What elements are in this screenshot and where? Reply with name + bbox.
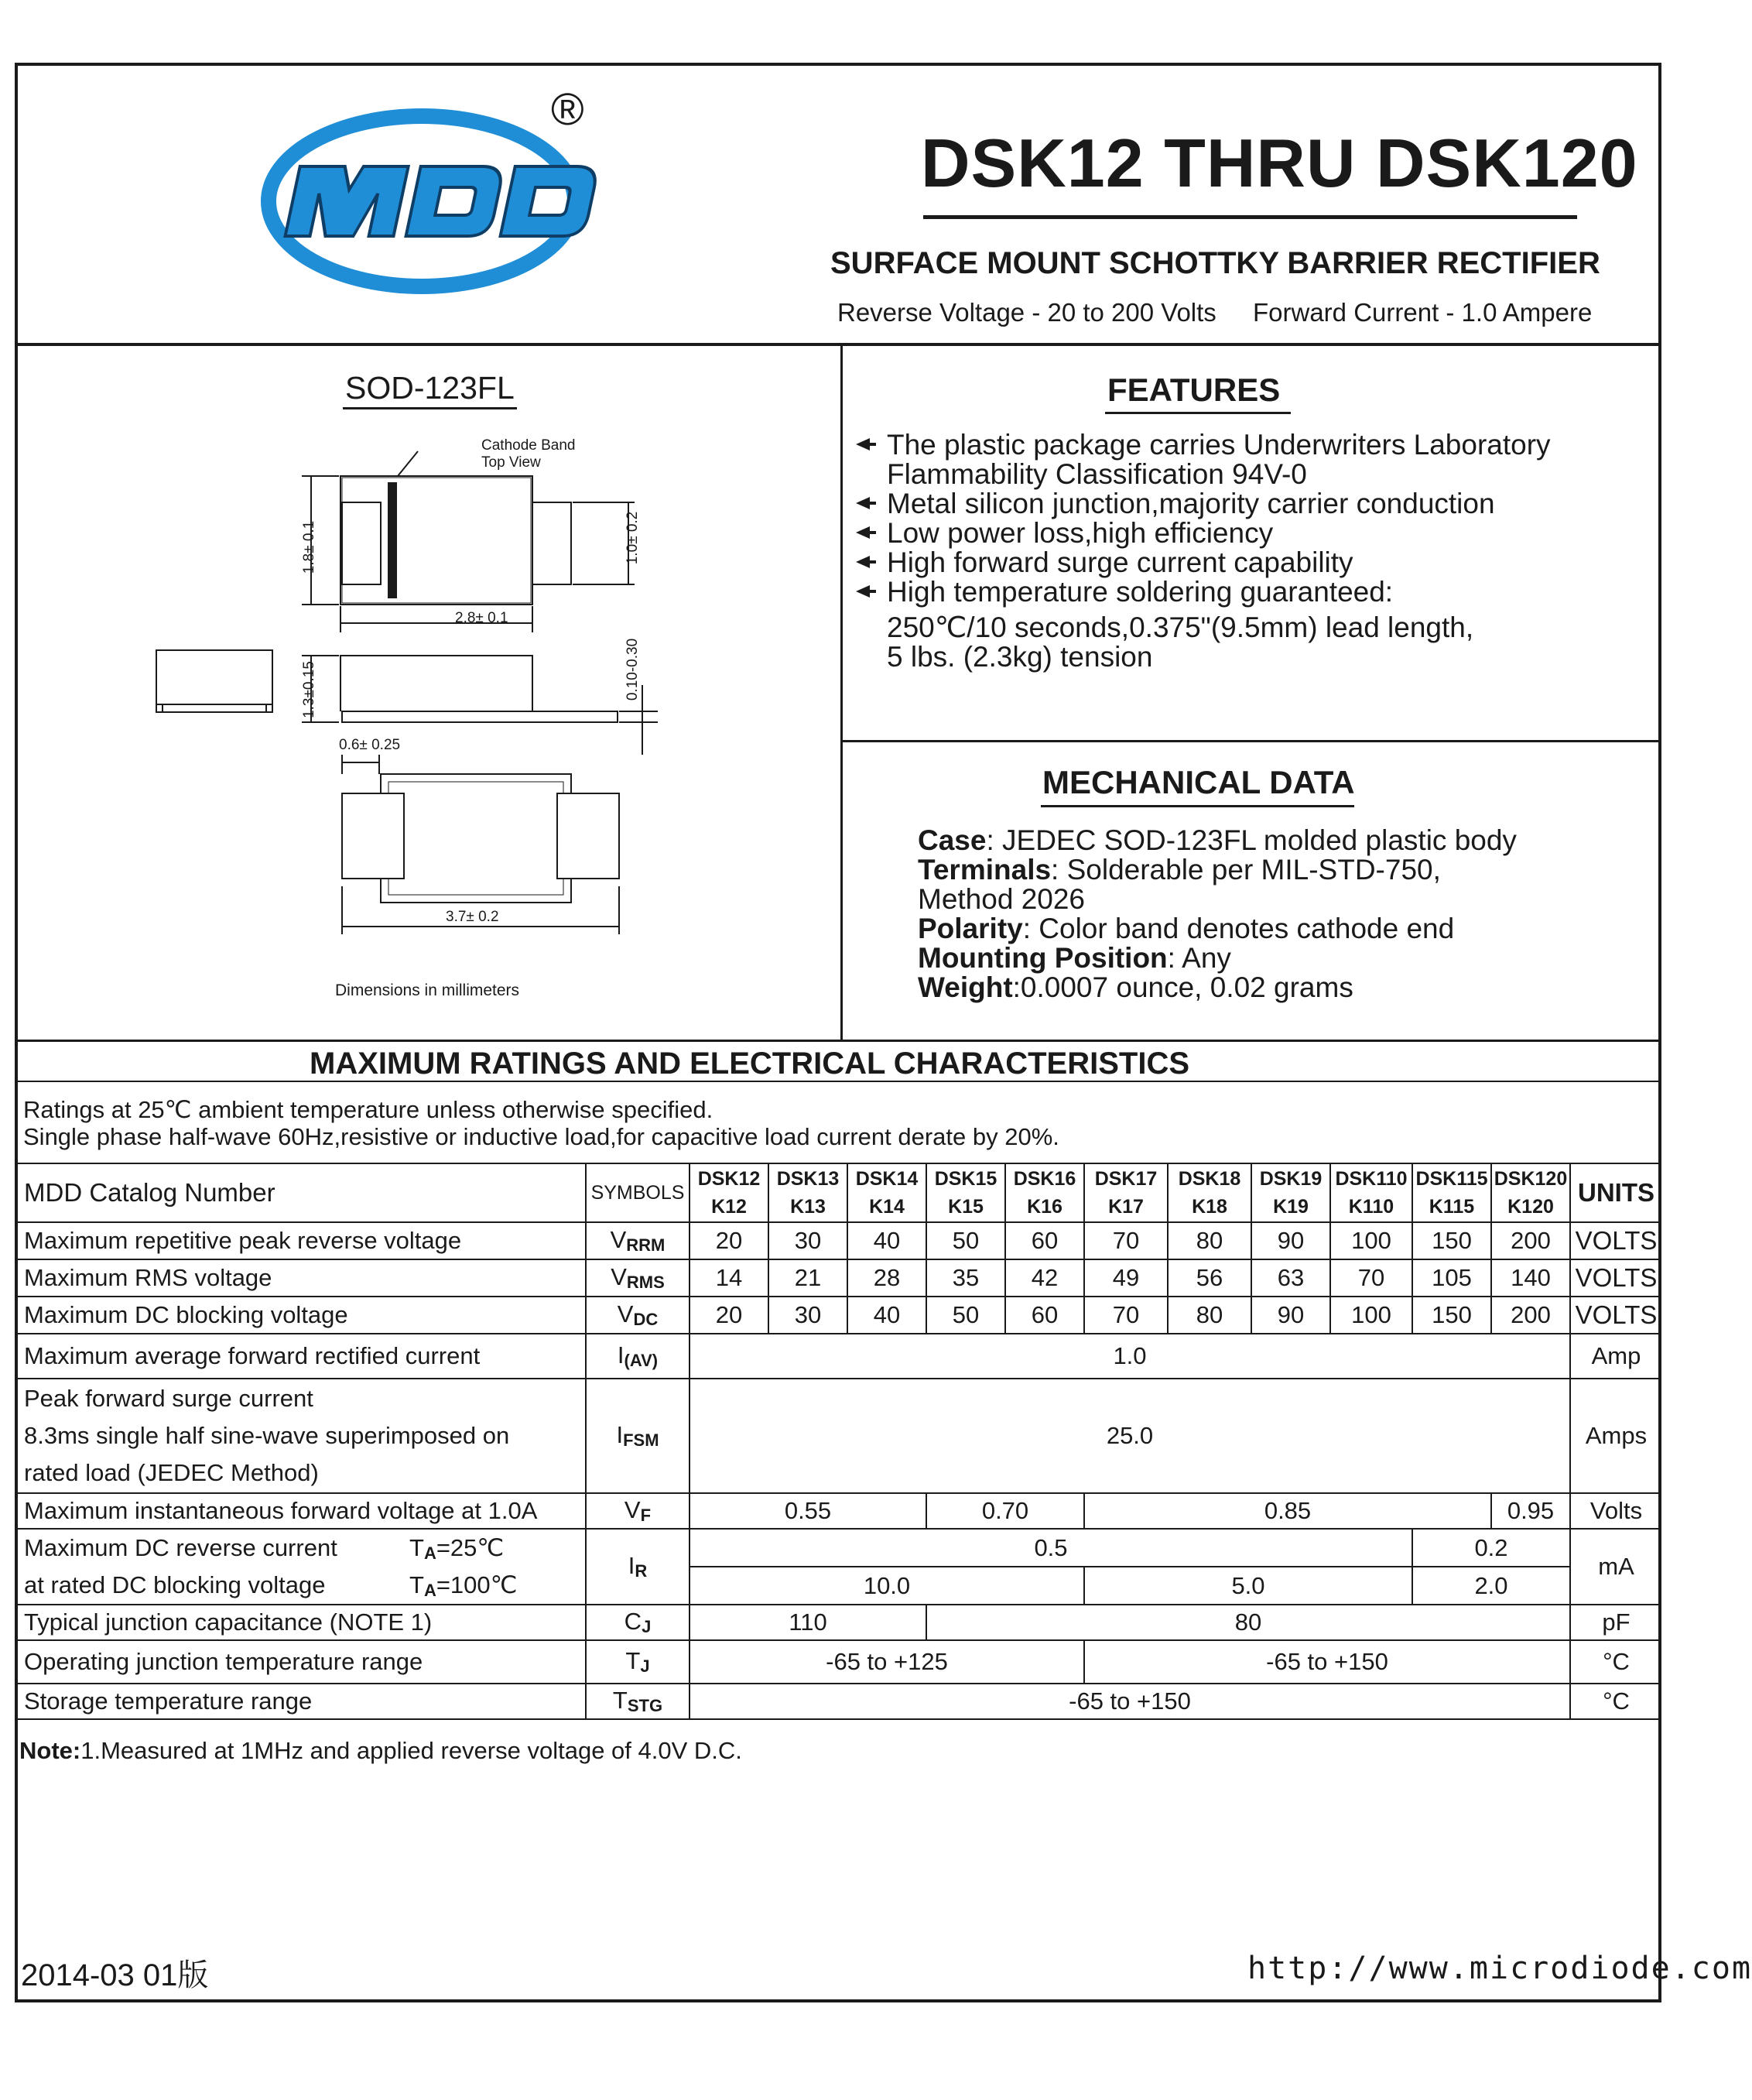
cell: 80 (1168, 1222, 1251, 1259)
cell: 2.0 (1412, 1567, 1570, 1605)
part-header: DSK13 K13 (768, 1163, 847, 1222)
title-underline (923, 215, 1577, 219)
cell: 70 (1084, 1297, 1168, 1334)
cell: 80 (1168, 1297, 1251, 1334)
part-header: DSK115 K115 (1412, 1163, 1491, 1222)
table-row (15, 1529, 1661, 1567)
table-row (15, 1640, 1661, 1684)
bottom-view-pad-left (342, 793, 404, 879)
cell: 0.55 (690, 1493, 926, 1529)
cell: 80 (926, 1605, 1570, 1640)
dim-width: 1.8± 0.1 (301, 520, 317, 574)
ratings-title: MAXIMUM RATINGS AND ELECTRICAL CHARACTERISTICS (310, 1047, 1190, 1081)
arrow-left-icon (856, 438, 870, 450)
features-divider (840, 740, 1661, 742)
dimensions-note: Dimensions in millimeters (335, 981, 520, 999)
website-url[interactable]: http://www.microdiode.com (1247, 1951, 1752, 1986)
cell: 25.0 (690, 1379, 1570, 1493)
row-symbol: $V_{RMS}$ (586, 1259, 690, 1297)
table-row (15, 1493, 1661, 1529)
registered-mark: ® (551, 84, 584, 135)
cell: 140 (1491, 1259, 1570, 1297)
mechanical-title: MECHANICAL DATA (1042, 764, 1355, 800)
table-header-row (15, 1163, 1661, 1222)
forward-current: Forward Current - 1.0 Ampere (1253, 298, 1593, 327)
features-title: FEATURES (1107, 372, 1281, 408)
row-unit: Amp (1570, 1334, 1661, 1379)
page-subtitle: SURFACE MOUNT SCHOTTKY BARRIER RECTIFIER (830, 246, 1600, 280)
cell: 0.95 (1491, 1493, 1570, 1529)
features-title-underline (1105, 412, 1291, 414)
terminals-label: Terminals (918, 854, 1052, 886)
arrow-left-icon (856, 497, 870, 509)
cell: 0.2 (1412, 1529, 1570, 1567)
case-label: Case (918, 824, 987, 856)
weight-value: :0.0007 ounce, 0.02 grams (1012, 971, 1353, 1003)
table-row (15, 1605, 1661, 1640)
terminals-value: : Solderable per MIL-STD-750, (1051, 854, 1441, 886)
feature-item: Low power loss,high efficiency (887, 519, 1551, 548)
row-unit: pF (1570, 1605, 1661, 1640)
mechanical-data (918, 826, 1517, 1002)
column-divider (840, 344, 843, 1041)
part-header: DSK19 K19 (1251, 1163, 1330, 1222)
feature-item: The plastic package carries Underwriters Laboratory (887, 430, 1551, 460)
part-header: DSK18 K18 (1168, 1163, 1251, 1222)
cell: 30 (768, 1222, 847, 1259)
row-desc: Peak forward surge current 8.3ms single half sine-wave superimposed on rated load (JEDEC Method) (15, 1379, 586, 1493)
table-row (15, 1379, 1661, 1493)
row-symbol: $I_{FSM}$ (586, 1379, 690, 1493)
package-drawing (147, 430, 658, 1018)
cell: 90 (1251, 1222, 1330, 1259)
cell: 60 (1005, 1222, 1084, 1259)
cell: 63 (1251, 1259, 1330, 1297)
cell: 28 (847, 1259, 926, 1297)
top-view-label: Top View (481, 454, 541, 471)
cell: 70 (1330, 1259, 1412, 1297)
row-unit: Volts (1570, 1493, 1661, 1529)
top-view-lead-right (532, 502, 571, 584)
revision-date: 2014-03 01版 (21, 1958, 209, 1992)
cell: 49 (1084, 1259, 1168, 1297)
cell: 60 (1005, 1297, 1084, 1334)
mechanical-title-underline (1041, 805, 1354, 807)
cell: 100 (1330, 1297, 1412, 1334)
row-desc: Maximum DC blocking voltage (15, 1297, 586, 1334)
arrow-left-icon (856, 585, 870, 598)
weight-label: Weight (918, 971, 1013, 1003)
bottom-view-pad-right (557, 793, 619, 879)
cell: 40 (847, 1222, 926, 1259)
table-row (15, 1684, 1661, 1719)
mounting-value: : Any (1167, 942, 1231, 974)
cell: 100 (1330, 1222, 1412, 1259)
row-desc: Operating junction temperature range (15, 1640, 586, 1684)
cell: 14 (690, 1259, 768, 1297)
row-desc: Maximum repetitive peak reverse voltage (15, 1222, 586, 1259)
package-title-underline (343, 407, 517, 409)
cell: 50 (926, 1222, 1005, 1259)
row-symbol: $T_J$ (586, 1640, 690, 1684)
row-symbol: $V_{DC}$ (586, 1297, 690, 1334)
feature-item: Metal silicon junction,majority carrier conduction (887, 489, 1551, 519)
part-header: DSK17 K17 (1084, 1163, 1168, 1222)
cell: 105 (1412, 1259, 1491, 1297)
cell: -65 to +150 (1084, 1640, 1570, 1684)
cell: 70 (1084, 1222, 1168, 1259)
row-unit: °C (1570, 1684, 1661, 1719)
feature-item: High temperature soldering guaranteed: (887, 577, 1551, 607)
row-desc: Maximum RMS voltage (15, 1259, 586, 1297)
feature-item: High forward surge current capability (887, 548, 1551, 577)
dim-lead: 1.0± 0.2 (624, 511, 641, 565)
cell: 200 (1491, 1297, 1570, 1334)
row-unit: mA (1570, 1529, 1661, 1605)
cell: 35 (926, 1259, 1005, 1297)
row-symbol: $I_{(AV)}$ (586, 1334, 690, 1379)
cell: -65 to +150 (690, 1684, 1570, 1719)
characteristics-table (15, 1163, 1661, 1720)
dim-height: 1.3±0.15 (301, 661, 317, 718)
ratings-line2: Single phase half-wave 60Hz,resistive or inductive load,for capacitive load current derate by 20%. (23, 1123, 1059, 1150)
row-desc: Maximum DC reverse current $T_A=25℃$ at rated DC blocking voltage $T_A=100℃$ (15, 1529, 586, 1605)
part-header: DSK110 K110 (1330, 1163, 1412, 1222)
polarity-value: : Color band denotes cathode end (1022, 913, 1455, 944)
dim-total: 3.7± 0.2 (446, 909, 499, 925)
table-row (15, 1334, 1661, 1379)
side-view-lead (342, 711, 618, 722)
cell: 20 (690, 1222, 768, 1259)
feature-item-cont: Flammability Classification 94V-0 (887, 458, 1307, 490)
cell: 0.85 (1084, 1493, 1491, 1529)
row-symbol: $V_{RRM}$ (586, 1222, 690, 1259)
table-row (15, 1297, 1661, 1334)
terminals-cont: Method 2026 (918, 883, 1086, 915)
part-header: DSK120 K120 (1491, 1163, 1570, 1222)
bottom-view-body (381, 774, 571, 903)
dim-pad: 0.6± 0.25 (339, 737, 401, 753)
cell: 50 (926, 1297, 1005, 1334)
row-unit: VOLTS (1570, 1259, 1661, 1297)
top-view-lead-left (342, 502, 381, 584)
table-row (15, 1222, 1661, 1259)
cell: 200 (1491, 1222, 1570, 1259)
header-divider (15, 343, 1661, 346)
cell: 56 (1168, 1259, 1251, 1297)
mounting-label: Mounting Position (918, 942, 1168, 974)
symbols-label: SYMBOLS (586, 1163, 690, 1222)
ratings-line1: Ratings at 25℃ ambient temperature unless otherwise specified. (23, 1096, 713, 1123)
feature-solder-line1: 250℃/10 seconds,0.375"(9.5mm) lead length, (887, 612, 1474, 643)
cell: 110 (690, 1605, 926, 1640)
dim-length: 2.8± 0.1 (455, 610, 508, 626)
part-header: DSK15 K15 (926, 1163, 1005, 1222)
cell: 5.0 (1084, 1567, 1412, 1605)
reverse-voltage: Reverse Voltage - 20 to 200 Volts (837, 298, 1216, 327)
case-value: : JEDEC SOD-123FL molded plastic body (986, 824, 1517, 856)
row-symbol: $C_J$ (586, 1605, 690, 1640)
row-unit: VOLTS (1570, 1222, 1661, 1259)
row-symbol: $V_F$ (586, 1493, 690, 1529)
cell: 90 (1251, 1297, 1330, 1334)
row-unit: °C (1570, 1640, 1661, 1684)
arrow-left-icon (856, 556, 870, 568)
cell: 21 (768, 1259, 847, 1297)
part-header: DSK12 K12 (690, 1163, 768, 1222)
cell: 30 (768, 1297, 847, 1334)
cathode-band (388, 482, 397, 598)
cell: 150 (1412, 1222, 1491, 1259)
cell: 10.0 (690, 1567, 1084, 1605)
cell: -65 to +125 (690, 1640, 1084, 1684)
row-symbol: $T_{STG}$ (586, 1684, 690, 1719)
cathode-band-label: Cathode Band (481, 437, 576, 454)
units-label: UNITS (1570, 1163, 1661, 1222)
ratings-notes (23, 1096, 1059, 1150)
features-list (887, 430, 1551, 672)
table-note: Note:1.Measured at 1MHz and applied reverse voltage of 4.0V D.C. (19, 1737, 742, 1764)
feature-solder-line2: 5 lbs. (2.3kg) tension (887, 641, 1153, 673)
cell: 1.0 (690, 1334, 1570, 1379)
ratings-top-divider (15, 1040, 1661, 1042)
table-row (15, 1259, 1661, 1297)
cell: 42 (1005, 1259, 1084, 1297)
row-unit: VOLTS (1570, 1297, 1661, 1334)
cell: 20 (690, 1297, 768, 1334)
cell: 40 (847, 1297, 926, 1334)
package-title: SOD-123FL (345, 370, 515, 406)
side-view-body (340, 656, 532, 711)
polarity-label: Polarity (918, 913, 1023, 944)
part-header: DSK14 K14 (847, 1163, 926, 1222)
arrow-left-icon (856, 526, 870, 539)
page-title: DSK12 THRU DSK120 (921, 125, 1638, 201)
row-desc: Storage temperature range (15, 1684, 586, 1719)
cell: 0.5 (690, 1529, 1412, 1567)
part-header: DSK16 K16 (1005, 1163, 1084, 1222)
row-unit: Amps (1570, 1379, 1661, 1493)
cell: 150 (1412, 1297, 1491, 1334)
row-desc: Maximum instantaneous forward voltage at 1.0A (15, 1493, 586, 1529)
catalog-label: MDD Catalog Number (15, 1163, 586, 1222)
row-desc: Maximum average forward rectified current (15, 1334, 586, 1379)
iso-view (156, 650, 272, 712)
dim-lead-thickness: 0.10-0.30 (624, 638, 641, 701)
cell: 0.70 (926, 1493, 1084, 1529)
row-desc: Typical junction capacitance (NOTE 1) (15, 1605, 586, 1640)
row-symbol: $I_R$ (586, 1529, 690, 1605)
